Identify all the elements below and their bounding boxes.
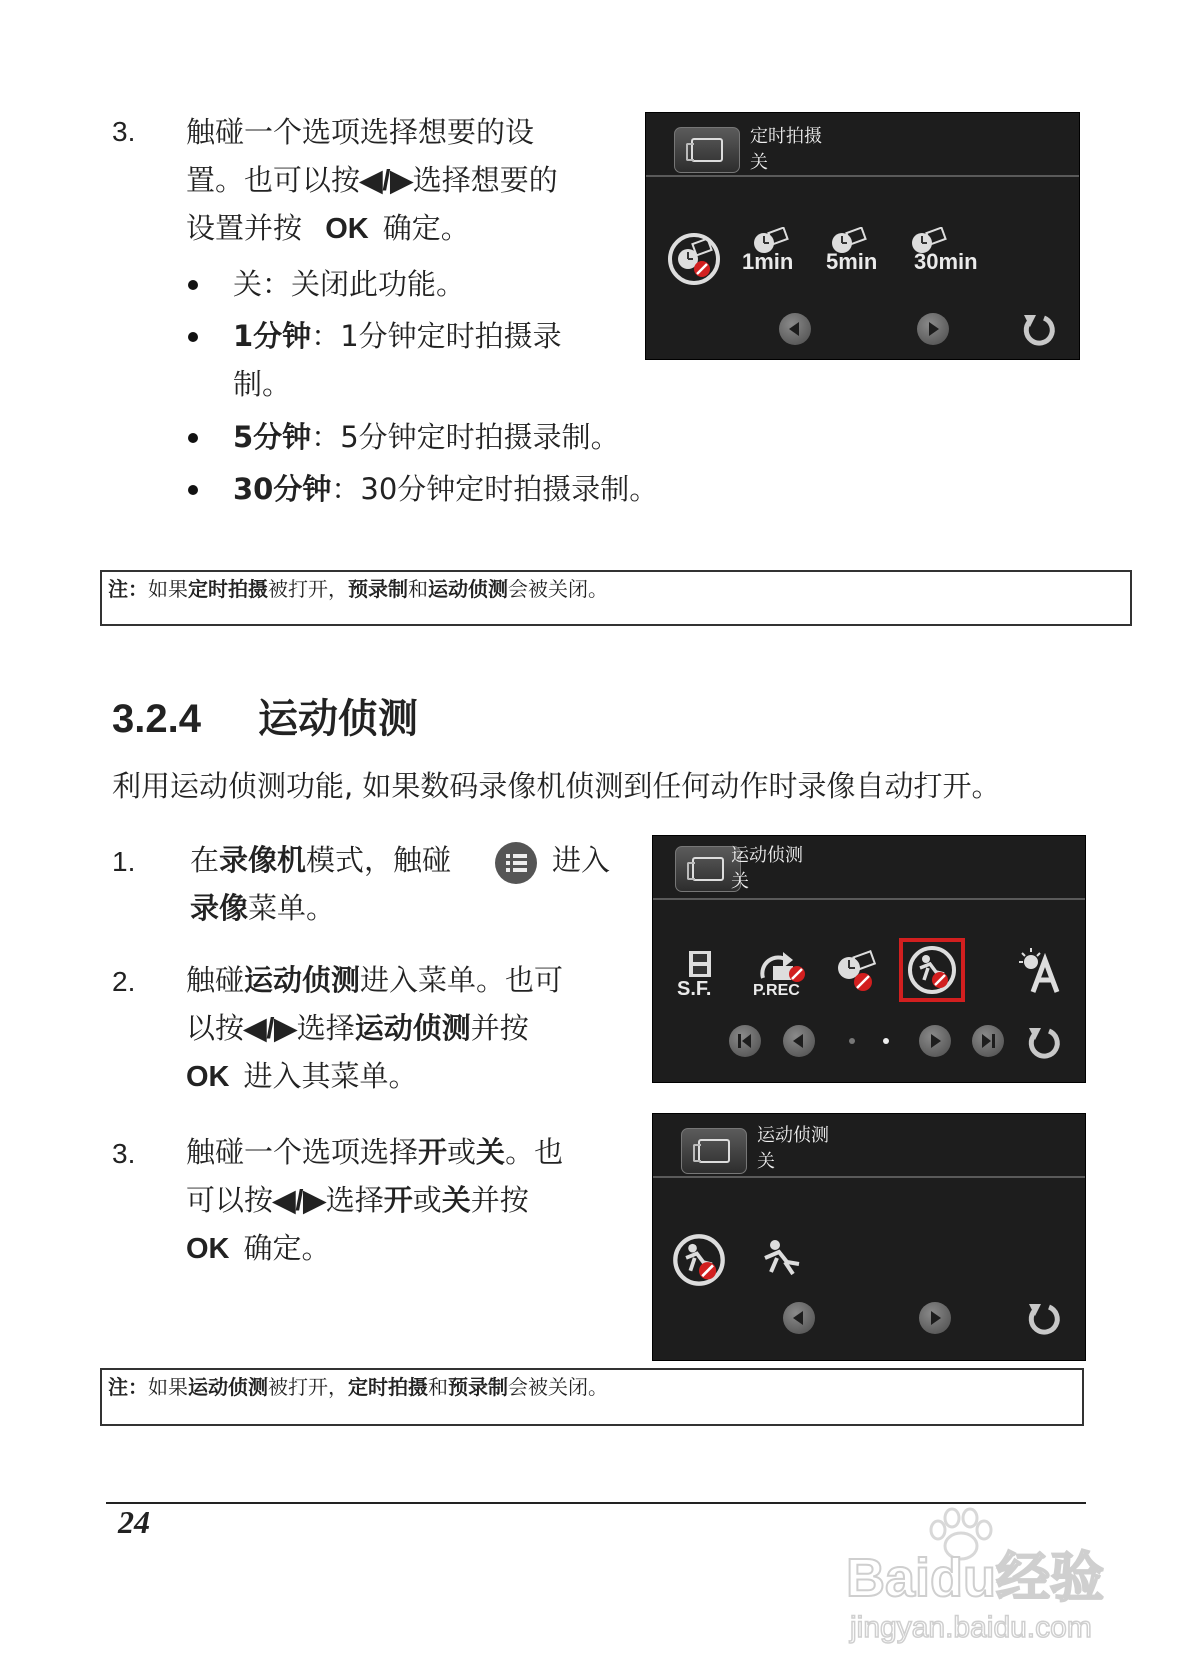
text-span: ： bbox=[311, 319, 341, 353]
text-span: 被打开， bbox=[268, 1375, 348, 1399]
bullet-item bbox=[233, 413, 620, 461]
header-divider bbox=[653, 1176, 1085, 1178]
bullet-item bbox=[233, 312, 562, 360]
text-span: ： bbox=[311, 420, 341, 454]
text-span: 或 bbox=[447, 1135, 477, 1169]
bullet-dot bbox=[188, 332, 198, 342]
text-span: 进入 bbox=[552, 843, 611, 877]
bullet-desc: 5分钟定时拍摄录制。 bbox=[340, 420, 620, 454]
text-span-bold: 录像机 bbox=[219, 843, 307, 877]
text-span-bold: 定时拍摄 bbox=[348, 1375, 428, 1399]
watermark-brand: Baidu经验 bbox=[846, 1548, 1105, 1608]
text-span-bold: 预录制 bbox=[348, 577, 408, 601]
note-box bbox=[100, 570, 1132, 626]
left-arrow-button[interactable] bbox=[779, 313, 811, 345]
page-dot bbox=[849, 1038, 855, 1044]
step-text-line bbox=[186, 1004, 529, 1053]
timelapse-off-icon[interactable] bbox=[833, 948, 881, 992]
text-span-bold: 关 bbox=[476, 1135, 506, 1169]
note-box bbox=[100, 1368, 1084, 1426]
ok-key-label: OK bbox=[325, 213, 369, 245]
left-arrow-button[interactable] bbox=[783, 1302, 815, 1334]
text-span: 以按 bbox=[186, 1011, 245, 1045]
text-span-bold: 运动侦测 bbox=[428, 577, 508, 601]
page-number: 24 bbox=[118, 1504, 150, 1540]
step-text-line bbox=[186, 1052, 418, 1101]
text-span: 会被关闭。 bbox=[508, 1375, 608, 1399]
return-icon[interactable] bbox=[1023, 1298, 1063, 1338]
text-span: 并按 bbox=[470, 1011, 529, 1045]
bullet-dot bbox=[188, 280, 198, 290]
note-prefix: 注： bbox=[108, 577, 148, 601]
text-span: 确定。 bbox=[243, 1231, 331, 1265]
step-number: 3. bbox=[112, 1138, 136, 1169]
text-span: 模式，触碰 bbox=[306, 843, 452, 877]
step-number: 3. bbox=[112, 116, 136, 147]
camera-screen-motion-detection bbox=[652, 1113, 1086, 1361]
right-arrow-button[interactable] bbox=[917, 313, 949, 345]
arrow-glyphs: ◀/▶ bbox=[360, 165, 413, 197]
option-1min[interactable]: 1min bbox=[742, 249, 794, 274]
triangle-left-icon bbox=[783, 1302, 815, 1334]
step-text-line: 触碰一个选项选择想要的设 bbox=[186, 115, 535, 149]
ok-key-label: OK bbox=[186, 1061, 230, 1093]
text-span: 触碰一个选项选择 bbox=[186, 1135, 419, 1169]
text-span: 选择 bbox=[296, 1011, 355, 1045]
text-span: 菜单。 bbox=[248, 891, 336, 925]
text-span: 可以按 bbox=[186, 1183, 274, 1217]
step-text-line bbox=[186, 1128, 563, 1176]
motion-detect-on-icon[interactable] bbox=[761, 1238, 805, 1278]
screen-title: 运动侦测 bbox=[757, 1125, 829, 1146]
step-text-line bbox=[186, 956, 563, 1004]
bullet-item bbox=[233, 260, 465, 308]
step-number: 1. bbox=[112, 846, 136, 877]
text-span: 选择 bbox=[325, 1183, 384, 1217]
text-span: 触碰 bbox=[186, 963, 245, 997]
text-span-bold: 录像 bbox=[190, 891, 249, 925]
text-span: 并按 bbox=[470, 1183, 529, 1217]
step-text-line bbox=[186, 204, 470, 253]
camera-screen-video-menu bbox=[652, 835, 1086, 1083]
page-dot-active bbox=[883, 1038, 889, 1044]
first-page-button[interactable] bbox=[729, 1025, 761, 1057]
bullet-item bbox=[233, 465, 658, 513]
step-number: 2. bbox=[112, 966, 136, 997]
text-span-bold: 开 bbox=[418, 1135, 448, 1169]
step-text-line bbox=[186, 1176, 529, 1225]
option-5min[interactable]: 5min bbox=[826, 249, 878, 274]
header-divider bbox=[646, 175, 1079, 177]
text-span-bold: 开 bbox=[383, 1183, 413, 1217]
menu-icon[interactable] bbox=[494, 841, 538, 885]
text-span-bold: 定时拍摄 bbox=[188, 577, 268, 601]
bullet-term: 1分钟 bbox=[233, 319, 312, 353]
text-span: 。也 bbox=[505, 1135, 564, 1169]
option-30min[interactable]: 30min bbox=[914, 249, 978, 274]
right-arrow-button[interactable] bbox=[919, 1025, 951, 1057]
screen-setting-value: 关 bbox=[750, 152, 768, 173]
text-span: ： bbox=[331, 472, 361, 506]
bullet-term: 5分钟 bbox=[233, 420, 312, 454]
timelapse-off-icon[interactable] bbox=[666, 231, 722, 287]
footer-rule bbox=[106, 1502, 1086, 1504]
text-span: 选择想要的 bbox=[412, 163, 558, 197]
bullet-desc-cont: 制。 bbox=[233, 367, 292, 401]
text-span: 进入其菜单。 bbox=[243, 1059, 418, 1093]
bullet-term: 关 bbox=[233, 267, 263, 301]
pre-record-icon bbox=[757, 948, 807, 982]
triangle-right-icon bbox=[919, 1302, 951, 1334]
ok-key-label: OK bbox=[186, 1233, 230, 1265]
bullet-term: 30分钟 bbox=[233, 472, 332, 506]
text-span-bold: 关 bbox=[441, 1183, 471, 1217]
step-text-line bbox=[186, 1224, 331, 1273]
skip-last-icon bbox=[972, 1025, 1004, 1057]
text-span: 置。也可以按 bbox=[186, 163, 361, 197]
return-icon[interactable] bbox=[1018, 309, 1058, 349]
text-span-bold: 运动侦测 bbox=[354, 1011, 471, 1045]
bullet-desc: 关闭此功能。 bbox=[291, 267, 466, 301]
section-title: 运动侦测 bbox=[258, 696, 418, 742]
watermark-url: jingyan.baidu.com bbox=[850, 1611, 1092, 1644]
scene-auto-icon[interactable] bbox=[1015, 946, 1065, 994]
bullet-desc: 30分钟定时拍摄录制。 bbox=[360, 472, 659, 506]
last-page-button[interactable] bbox=[972, 1025, 1004, 1057]
screen-setting-value: 关 bbox=[731, 871, 749, 892]
text-span: 如果 bbox=[148, 1375, 188, 1399]
text-span: 被打开， bbox=[268, 577, 348, 601]
text-span: 如果 bbox=[148, 577, 188, 601]
triangle-right-icon bbox=[917, 313, 949, 345]
intro-paragraph: 利用运动侦测功能, 如果数码录像机侦测到任何动作时录像自动打开。 bbox=[112, 769, 1001, 803]
text-span: 和 bbox=[408, 577, 428, 601]
bullet-desc: 1分钟定时拍摄录 bbox=[340, 319, 562, 353]
screen-title: 运动侦测 bbox=[731, 845, 803, 866]
text-span: 会被关闭。 bbox=[508, 577, 608, 601]
step-text-line bbox=[190, 884, 335, 932]
header-divider bbox=[653, 898, 1085, 900]
text-span-bold: 预录制 bbox=[448, 1375, 508, 1399]
screen-setting-value: 关 bbox=[757, 1151, 775, 1172]
film-icon bbox=[685, 951, 717, 977]
arrow-glyphs: ◀/▶ bbox=[273, 1185, 326, 1217]
text-span: 在 bbox=[190, 843, 220, 877]
option-prec[interactable]: P.REC bbox=[753, 982, 800, 999]
text-span: 和 bbox=[428, 1375, 448, 1399]
motion-detect-off-icon[interactable] bbox=[906, 944, 958, 996]
screen-title: 定时拍摄 bbox=[750, 126, 822, 147]
option-sf[interactable]: S.F. bbox=[677, 978, 712, 1000]
note-prefix: 注： bbox=[108, 1375, 148, 1399]
bullet-dot bbox=[188, 485, 198, 495]
text-span: 进入菜单。也可 bbox=[360, 963, 564, 997]
motion-detect-off-icon[interactable] bbox=[671, 1232, 727, 1288]
step-text-line bbox=[190, 836, 451, 884]
left-arrow-button[interactable] bbox=[783, 1025, 815, 1057]
camera-screen-timelapse bbox=[645, 112, 1080, 360]
text-span: 或 bbox=[412, 1183, 442, 1217]
text-span: ： bbox=[262, 267, 292, 301]
triangle-left-icon bbox=[779, 313, 811, 345]
text-span-bold: 运动侦测 bbox=[188, 1375, 268, 1399]
video-mode-icon[interactable] bbox=[674, 127, 740, 173]
text-span: 确定。 bbox=[382, 211, 470, 245]
arrow-glyphs: ◀/▶ bbox=[244, 1013, 297, 1045]
triangle-left-icon bbox=[783, 1025, 815, 1057]
triangle-right-icon bbox=[919, 1025, 951, 1057]
bullet-dot bbox=[188, 433, 198, 443]
video-mode-icon[interactable] bbox=[681, 1128, 747, 1174]
return-icon[interactable] bbox=[1023, 1022, 1063, 1062]
right-arrow-button[interactable] bbox=[919, 1302, 951, 1334]
section-number: 3.2.4 bbox=[112, 697, 201, 741]
text-span: 设置并按 bbox=[186, 211, 303, 245]
step-text-line bbox=[186, 156, 558, 205]
skip-first-icon bbox=[729, 1025, 761, 1057]
text-span-bold: 运动侦测 bbox=[244, 963, 361, 997]
